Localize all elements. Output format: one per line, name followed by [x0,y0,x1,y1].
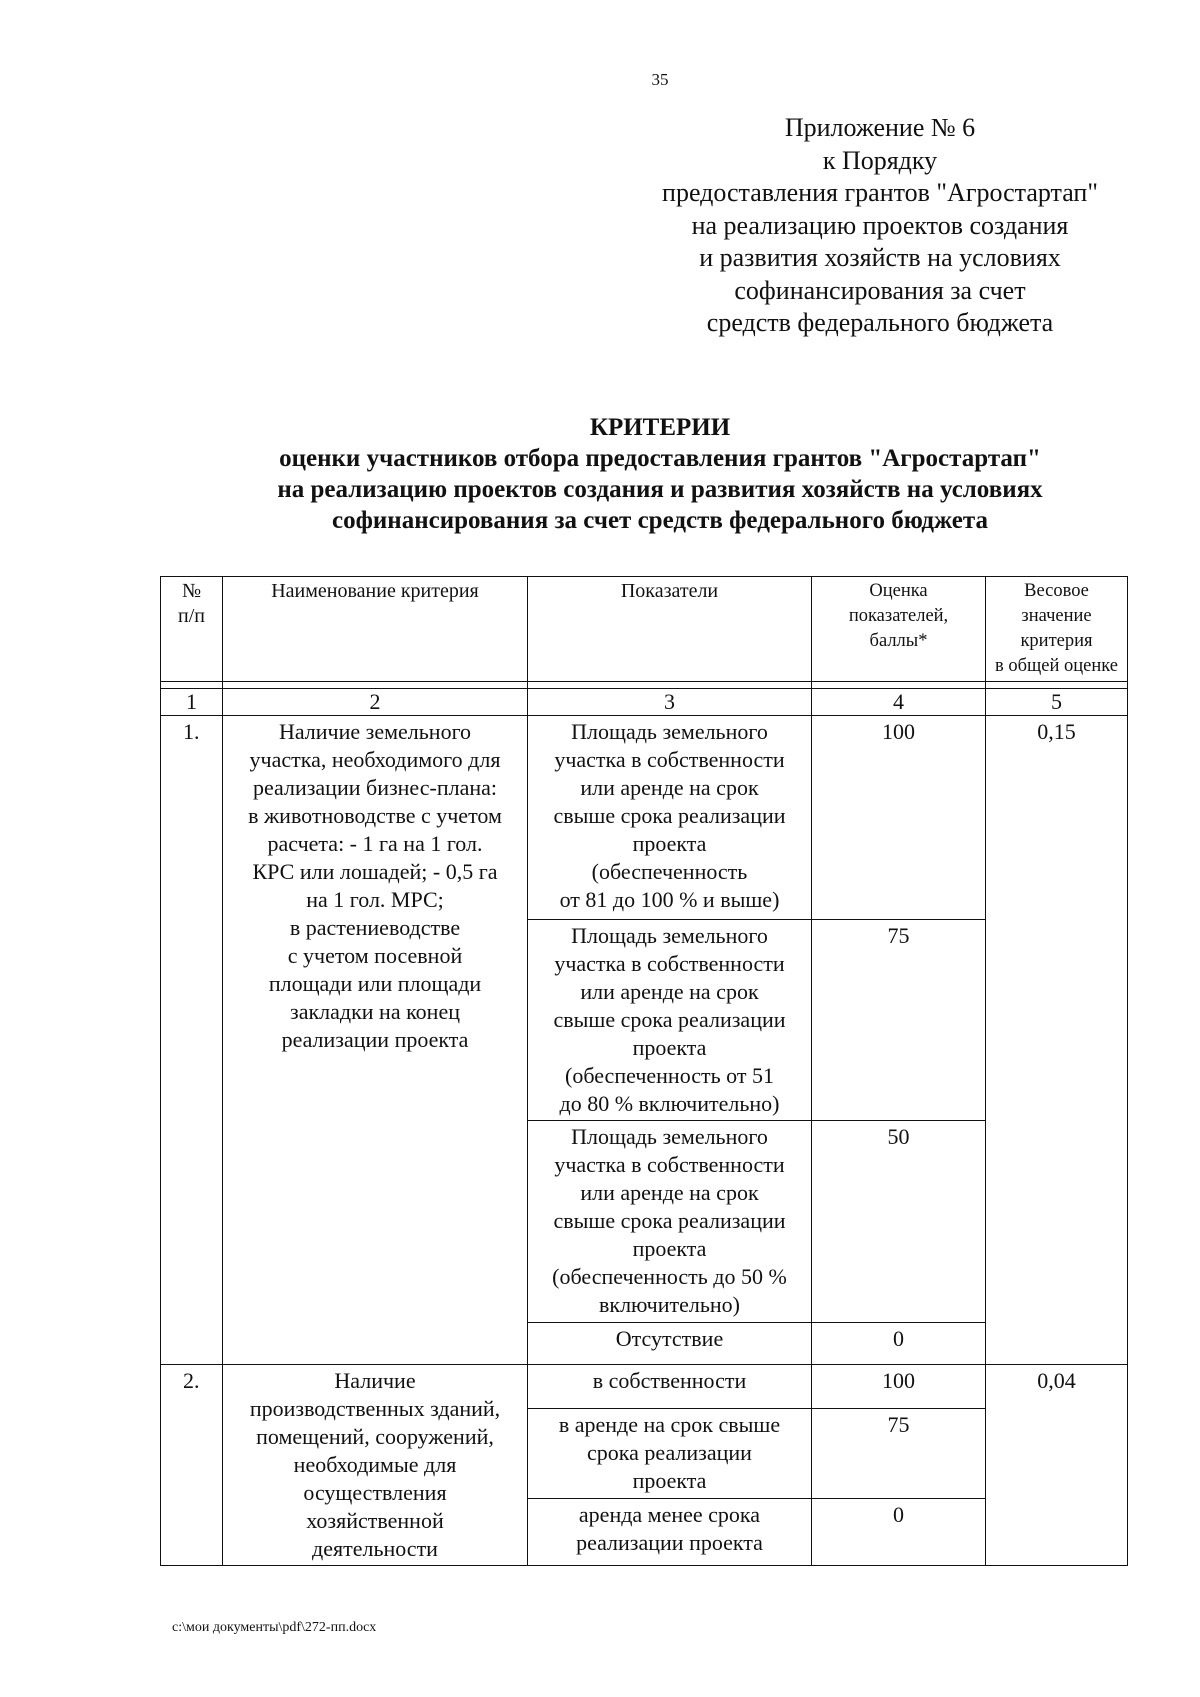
indicator-score: 75 [812,1409,986,1499]
appendix-line: Приложение № 6 [784,113,976,142]
indicator-score: 0 [812,1323,986,1365]
appendix-line: и развития хозяйств на условиях [699,243,1061,272]
indicator-text: Площадь земельного участка в собственности или аренде на срок свыше срока реализации проекта (обеспеченность от 51 до 80 % включительно) [528,920,812,1121]
footer-file-path: c:\мои документы\pdf\272-пп.docx [172,1620,377,1635]
header-indicators: Показатели [528,577,812,682]
document-subtitle-line: оценки участников отбора предоставления грантов "Агростартап" [279,445,1041,472]
table-row [161,1365,1128,1409]
separator-cell [223,682,528,689]
header-number: № п/п [161,577,223,682]
appendix-line: средств федерального бюджета [706,308,1054,337]
indicator-text: Отсутствие [528,1323,812,1365]
criterion-name: Наличие земельного участка, необходимого для реализации бизнес-плана: в животноводстве с учетом расчета: - 1 га на 1 гол. КРС или лошадей; - 0,5 га на 1 гол. МРС; в растениеводстве с учетом посевной площади или площади закладки на конец реализации проекта [223,716,528,1365]
criterion-number: 2. [161,1365,223,1566]
column-number: 3 [528,689,812,716]
criteria-table [160,576,1128,1566]
indicator-text: аренда менее срока реализации проекта [528,1499,812,1566]
document-heading [100,412,1200,536]
appendix-line: софинансирования за счет [734,275,1026,305]
separator-cell [986,682,1128,689]
criterion-number: 1. [161,716,223,1365]
header-weight: Весовое значение критерия в общей оценке [986,577,1128,682]
document-subtitle-line: софинансирования за счет средств федерального бюджета [332,507,988,534]
header-score: Оценка показателей, баллы* [812,577,986,682]
criterion-name: Наличие производственных зданий, помещений, сооружений, необходимые для осуществления хозяйственной деятельности [223,1365,528,1566]
column-number-row [161,689,1128,716]
indicator-score: 0 [812,1499,986,1566]
separator-cell [528,682,812,689]
indicator-score: 75 [812,920,986,1121]
table-header-row [161,577,1128,682]
indicator-text: Площадь земельного участка в собственности или аренде на срок свыше срока реализации проекта (обеспеченность до 50 % включительно) [528,1121,812,1323]
indicator-score: 50 [812,1121,986,1323]
page-number: 35 [651,70,669,89]
table-separator [161,682,1128,689]
appendix-line: к Порядку [822,145,938,175]
appendix-line: предоставления грантов "Агростартап" [662,178,1098,207]
criterion-weight: 0,15 [986,716,1128,1365]
indicator-text: в собственности [528,1365,812,1409]
criterion-weight: 0,04 [986,1365,1128,1566]
appendix-reference [640,112,1120,340]
indicator-text: в аренде на срок свыше срока реализации проекта [528,1409,812,1499]
header-criterion-name: Наименование критерия [223,577,528,682]
column-number: 5 [986,689,1128,716]
separator-cell [161,682,223,689]
separator-cell [812,682,986,689]
column-number: 4 [812,689,986,716]
document-title: КРИТЕРИИ [589,414,731,441]
column-number: 1 [161,689,223,716]
column-number: 2 [223,689,528,716]
indicator-text: Площадь земельного участка в собственности или аренде на срок свыше срока реализации проекта (обеспеченность от 81 до 100 % и выше) [528,716,812,920]
appendix-line: на реализацию проектов создания [691,210,1069,240]
indicator-score: 100 [812,716,986,920]
table-row [161,716,1128,920]
indicator-score: 100 [812,1365,986,1409]
document-subtitle-line: на реализацию проектов создания и развития хозяйств на условиях [277,476,1043,503]
